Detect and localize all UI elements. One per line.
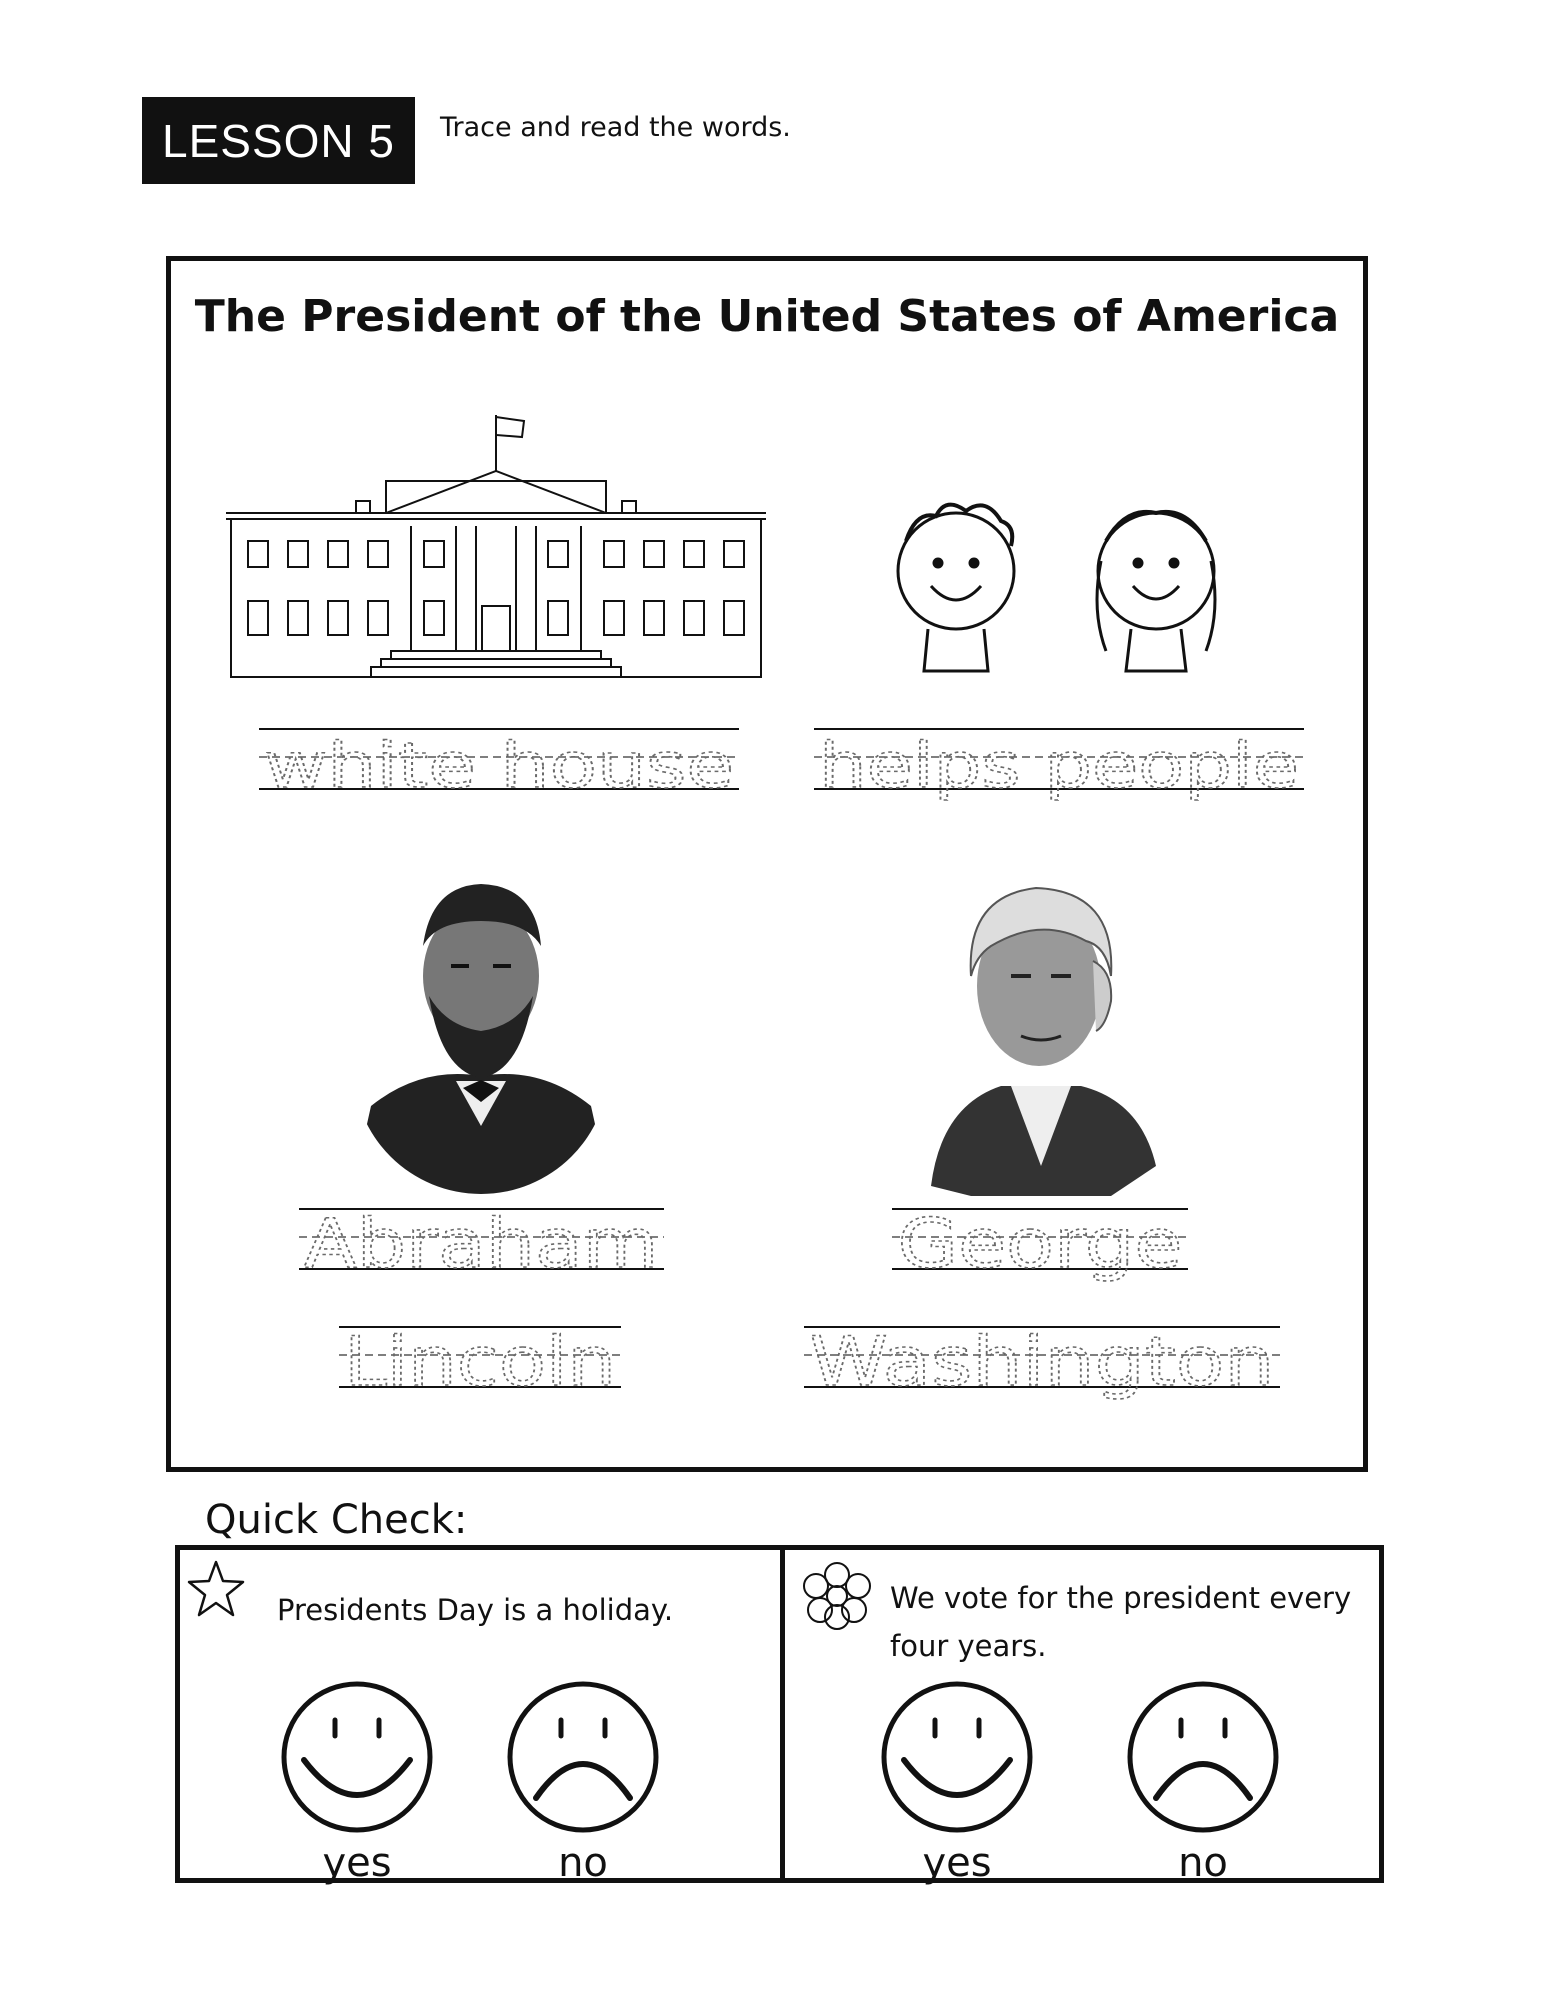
page-title: The President of the United States of America [194, 291, 1340, 342]
no-label-2: no [1178, 1840, 1228, 1886]
trace-helps-people[interactable] [814, 721, 1304, 801]
washington-portrait [911, 866, 1171, 1200]
yes-label-2: yes [922, 1840, 992, 1886]
yes-face-2[interactable] [880, 1680, 1034, 1838]
no-label-1: no [558, 1840, 608, 1886]
trace-word-lincoln: Lincoln [344, 1323, 616, 1402]
no-face-2[interactable] [1126, 1680, 1280, 1838]
quick-check-title: Quick Check: [205, 1497, 468, 1543]
trace-washington[interactable] [804, 1319, 1280, 1402]
instruction-text: Trace and read the words. [440, 112, 791, 143]
children-illustration [876, 501, 1256, 685]
trace-word-washington: Washington [809, 1323, 1275, 1402]
quick-check-box [175, 1545, 1384, 1886]
no-face-1[interactable] [506, 1680, 660, 1838]
lesson-label: LESSON 5 [162, 114, 395, 167]
yes-face-1[interactable] [280, 1680, 434, 1838]
question-2-line-1: We vote for the president every [890, 1581, 1352, 1615]
question-2-line-2: four years. [890, 1629, 1047, 1663]
question-2-text [890, 1574, 1351, 1670]
trace-word-george: George [897, 1205, 1183, 1284]
trace-word-white-house: white house [264, 729, 734, 802]
trace-abraham[interactable] [299, 1201, 664, 1284]
trace-lincoln[interactable] [339, 1319, 621, 1402]
lincoln-portrait [351, 866, 611, 1200]
yes-label-1: yes [322, 1840, 392, 1886]
trace-word-abraham: Abraham [303, 1205, 659, 1284]
main-activity-box [166, 256, 1368, 1472]
lesson-badge [142, 97, 415, 184]
trace-george[interactable] [892, 1201, 1188, 1284]
flower-icon [792, 1560, 882, 1636]
white-house-illustration [226, 411, 766, 695]
trace-white-house[interactable] [259, 721, 739, 801]
quick-check-divider [780, 1550, 785, 1878]
trace-word-helps-people: helps people [819, 729, 1299, 802]
star-icon [185, 1558, 247, 1624]
question-1-text: Presidents Day is a holiday. [277, 1593, 674, 1627]
